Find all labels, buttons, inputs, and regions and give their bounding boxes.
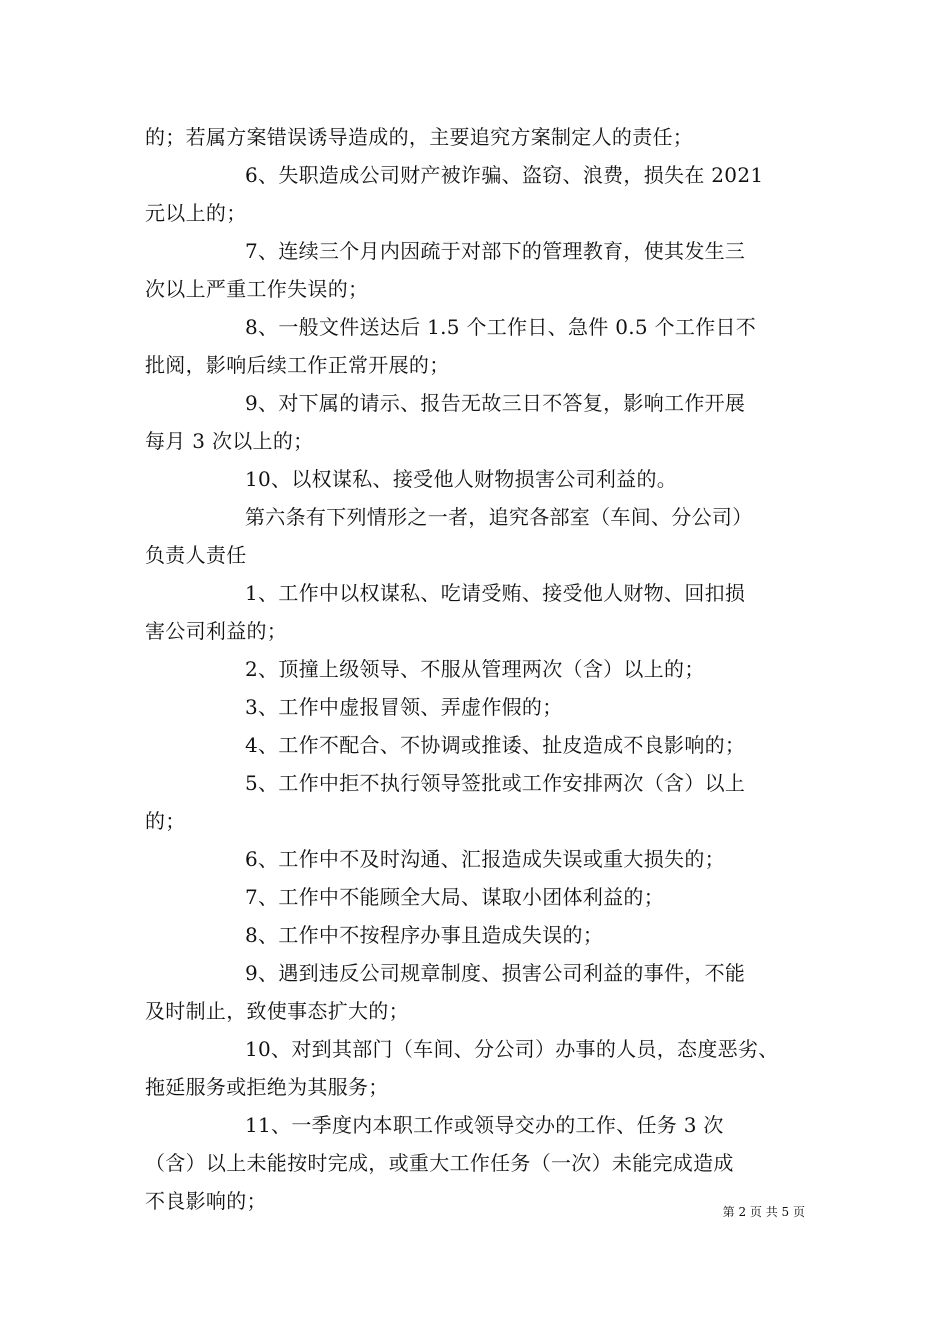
list-item-text: 10、以权谋私、接受他人财物损害公司利益的。 xyxy=(245,467,678,491)
list-item-text: 8、工作中不按程序办事且造成失误的； xyxy=(245,923,604,947)
list-item-text: 9、遇到违反公司规章制度、损害公司利益的事件，不能 xyxy=(245,961,746,985)
page-number-footer: 第 2 页 共 5 页 xyxy=(722,1205,805,1219)
text-line: 元以上的； xyxy=(145,201,247,225)
text-line: 害公司利益的； xyxy=(145,619,288,643)
list-item-text: 4、工作不配合、不协调或推诿、扯皮造成不良影响的； xyxy=(245,733,746,757)
document-body xyxy=(145,118,813,1220)
list-item-text: 2、顶撞上级领导、不服从管理两次（含）以上的； xyxy=(245,657,705,681)
article-heading: 第六条有下列情形之一者，追究各部室（车间、分公司） xyxy=(245,505,753,529)
list-item-text: 6、失职造成公司财产被诈骗、盗窃、浪费，损失在 2021 xyxy=(245,163,764,187)
list-item-text: 10、对到其部门（车间、分公司）办事的人员，态度恶劣、 xyxy=(245,1037,779,1061)
text-line: 负责人责任 xyxy=(145,543,247,567)
text-line: （含）以上未能按时完成，或重大工作任务（一次）未能完成造成 xyxy=(145,1151,734,1175)
list-item-text: 6、工作中不及时沟通、汇报造成失误或重大损失的； xyxy=(245,847,725,871)
text-line: 的；若属方案错误诱导造成的，主要追究方案制定人的责任； xyxy=(145,125,694,149)
text-line: 拖延服务或拒绝为其服务； xyxy=(145,1075,389,1099)
text-line: 批阅，影响后续工作正常开展的； xyxy=(145,353,450,377)
list-item-text: 5、工作中拒不执行领导签批或工作安排两次（含）以上 xyxy=(245,771,746,795)
text-line: 及时制止，致使事态扩大的； xyxy=(145,999,409,1023)
text-line: 每月 3 次以上的； xyxy=(145,429,314,453)
list-item-text: 3、工作中虚报冒领、弄虚作假的； xyxy=(245,695,563,719)
text-line: 的； xyxy=(145,809,186,833)
list-item-text: 8、一般文件送达后 1.5 个工作日、急件 0.5 个工作日不 xyxy=(245,315,757,339)
text-line: 次以上严重工作失误的； xyxy=(145,277,369,301)
list-item-text: 9、对下属的请示、报告无故三日不答复，影响工作开展 xyxy=(245,391,746,415)
list-item-text: 1、工作中以权谋私、吃请受贿、接受他人财物、回扣损 xyxy=(245,581,746,605)
list-item-text: 7、工作中不能顾全大局、谋取小团体利益的； xyxy=(245,885,665,909)
list-item-text: 7、连续三个月内因疏于对部下的管理教育，使其发生三 xyxy=(245,239,746,263)
list-item-text: 11、一季度内本职工作或领导交办的工作、任务 3 次 xyxy=(245,1113,724,1137)
text-line: 不良影响的； xyxy=(145,1189,267,1213)
